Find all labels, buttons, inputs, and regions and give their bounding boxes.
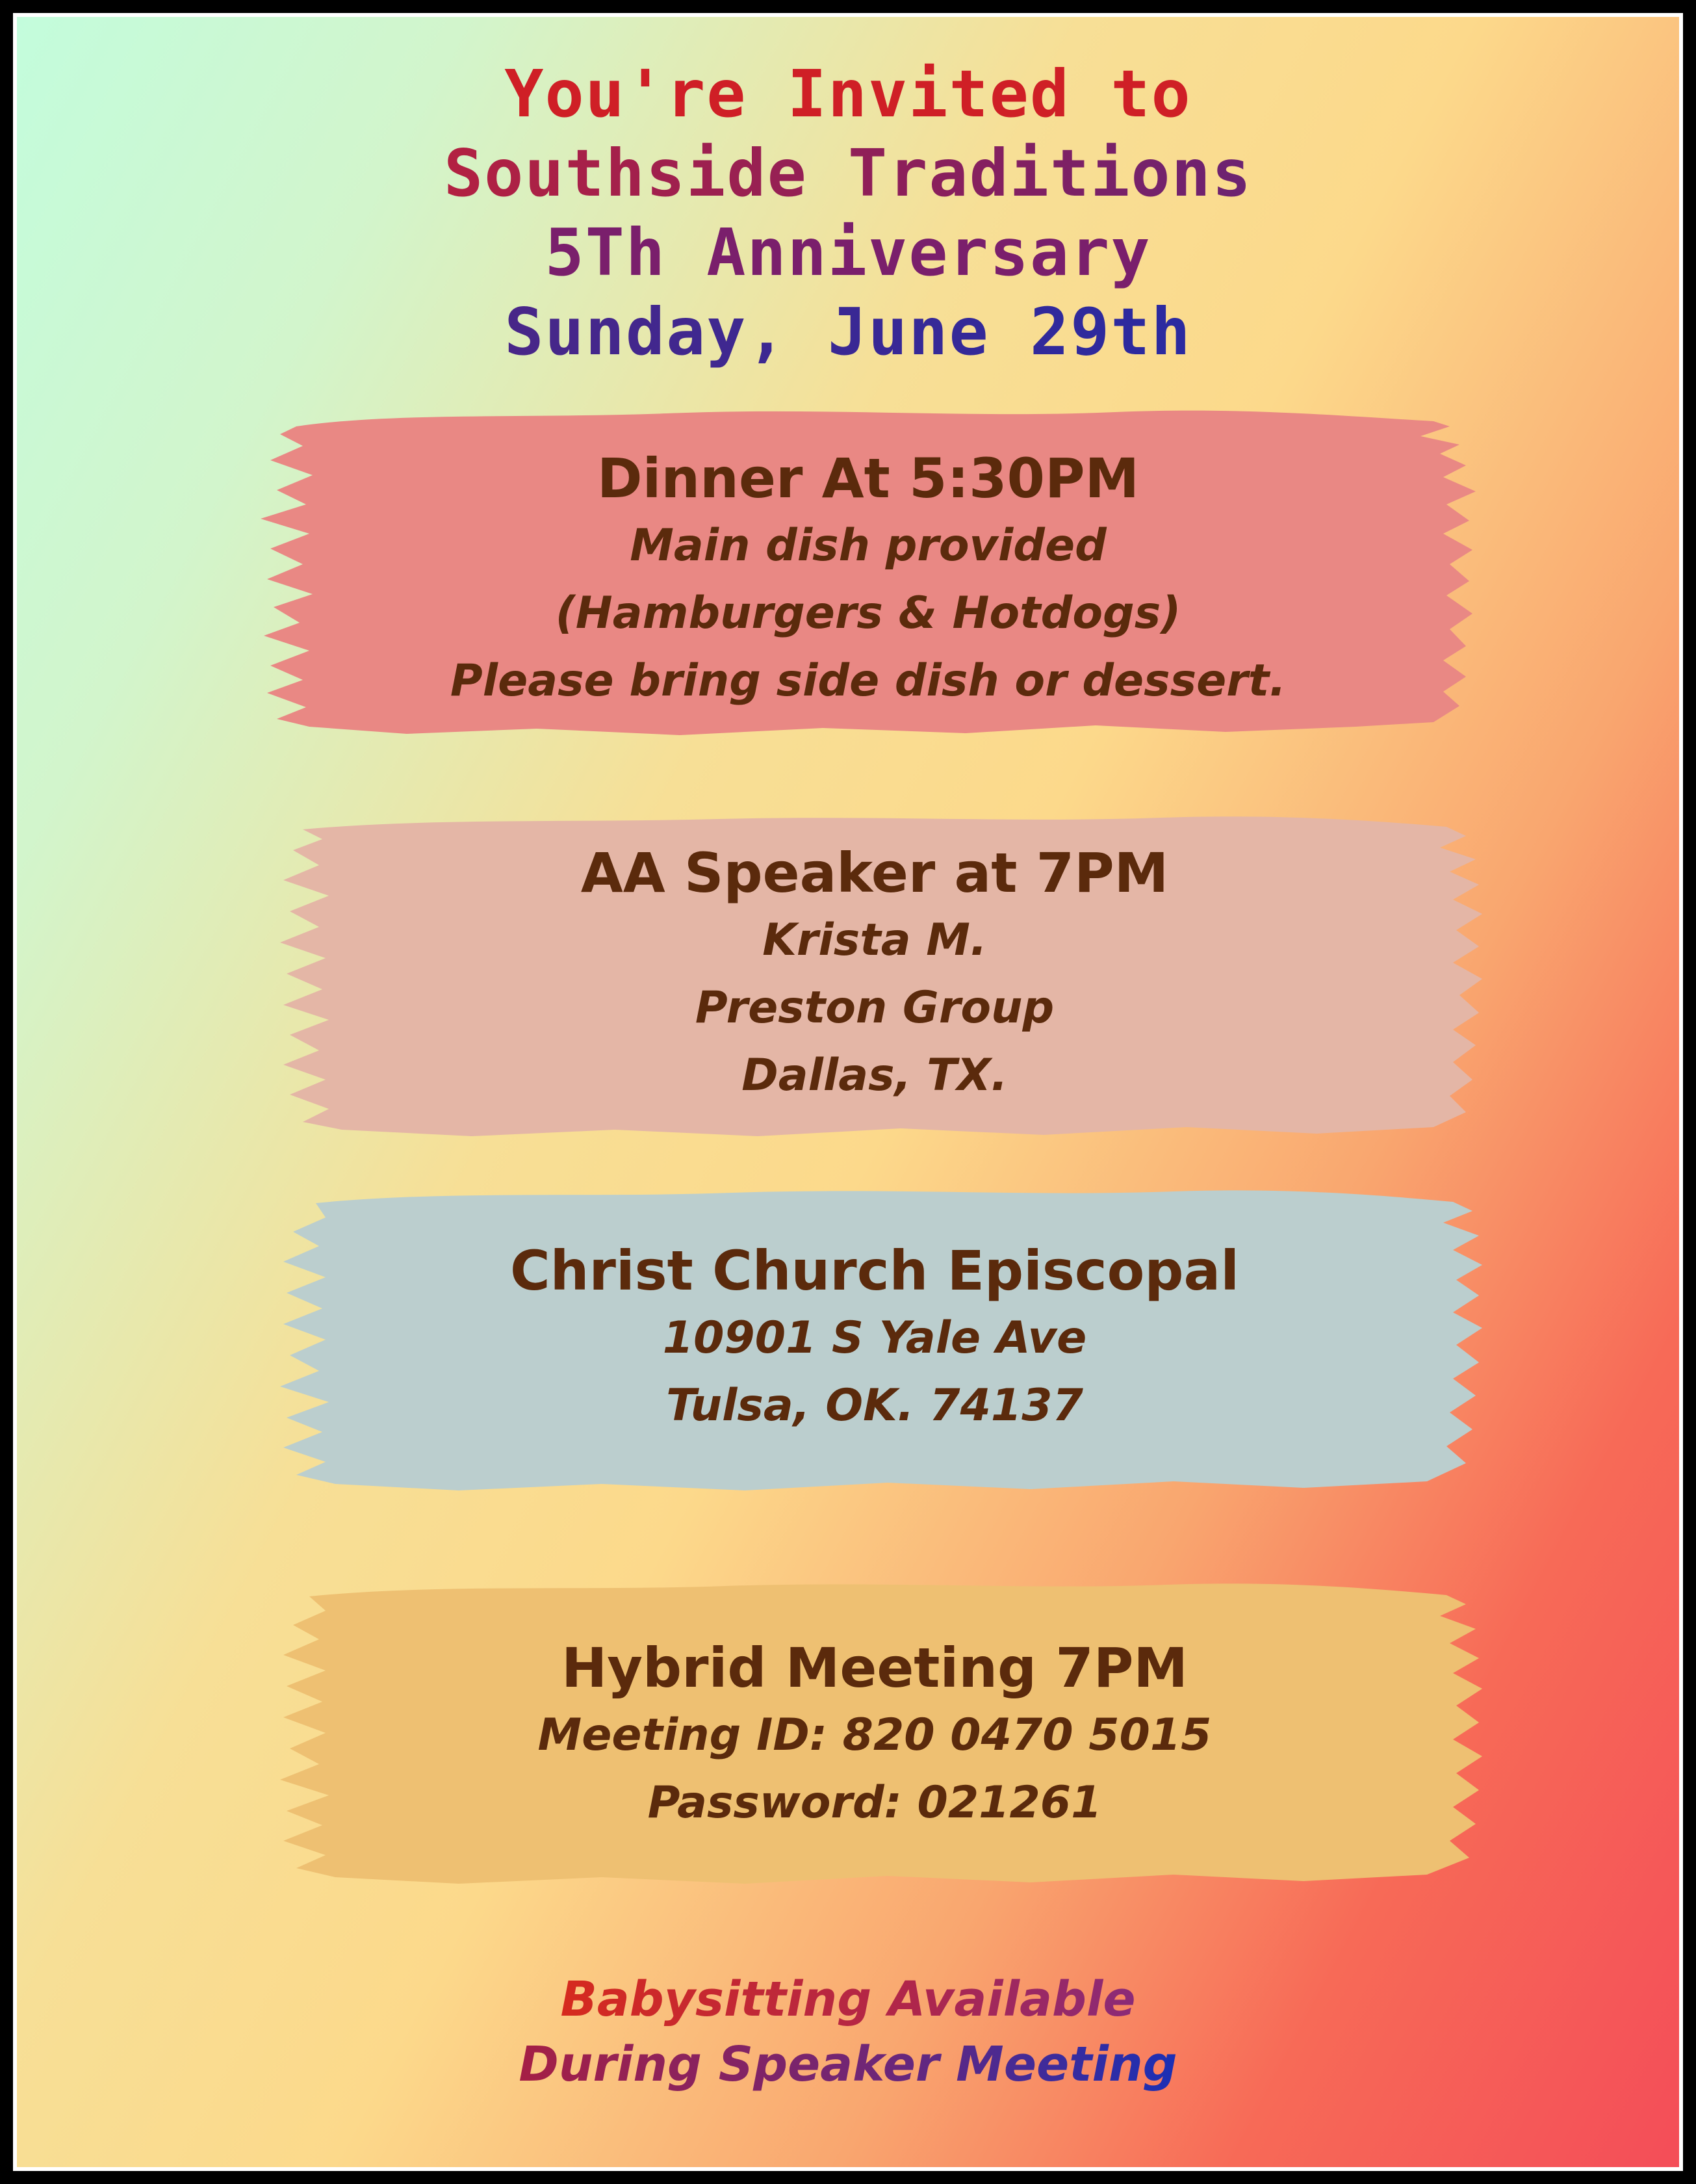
title-line-1: You're Invited to [504, 56, 1192, 132]
footer-line-1: Babysitting Available [560, 1967, 1135, 2032]
location-line-2: Tulsa, OK. 74137 [666, 1380, 1083, 1431]
flyer [13, 13, 1683, 2171]
location-heading: Christ Church Episcopal [510, 1239, 1239, 1303]
speaker-line-2: Preston Group [695, 982, 1055, 1034]
title-line-2: Southside Traditions [17, 134, 1679, 213]
location-panel [264, 1164, 1485, 1528]
location-line-1: 10901 S Yale Ave [662, 1312, 1087, 1364]
dinner-line-3: Please bring side dish or dessert. [450, 655, 1287, 707]
dinner-heading: Dinner At 5:30PM [597, 447, 1140, 510]
gradient-background [17, 17, 1679, 2167]
title-line-4: Sunday, June 29th [17, 292, 1679, 372]
dinner-line-2: (Hamburgers & Hotdogs) [555, 588, 1181, 639]
speaker-heading: AA Speaker at 7PM [580, 841, 1169, 905]
speaker-line-1: Krista M. [762, 915, 987, 966]
hybrid-line-2: Password: 021261 [647, 1777, 1102, 1828]
dinner-panel [251, 387, 1485, 761]
title-line-3: 5Th Anniversary [545, 214, 1151, 291]
hybrid-panel [264, 1564, 1485, 1918]
babysitting-note [17, 1967, 1679, 2097]
footer-line-2: During Speaker Meeting [519, 2032, 1177, 2097]
speaker-panel [264, 803, 1485, 1164]
hybrid-line-1: Meeting ID: 820 0470 5015 [537, 1710, 1212, 1761]
dinner-line-1: Main dish provided [630, 520, 1107, 571]
speaker-line-3: Dallas, TX. [741, 1050, 1008, 1101]
hybrid-heading: Hybrid Meeting 7PM [561, 1636, 1188, 1700]
invitation-title [17, 55, 1679, 372]
